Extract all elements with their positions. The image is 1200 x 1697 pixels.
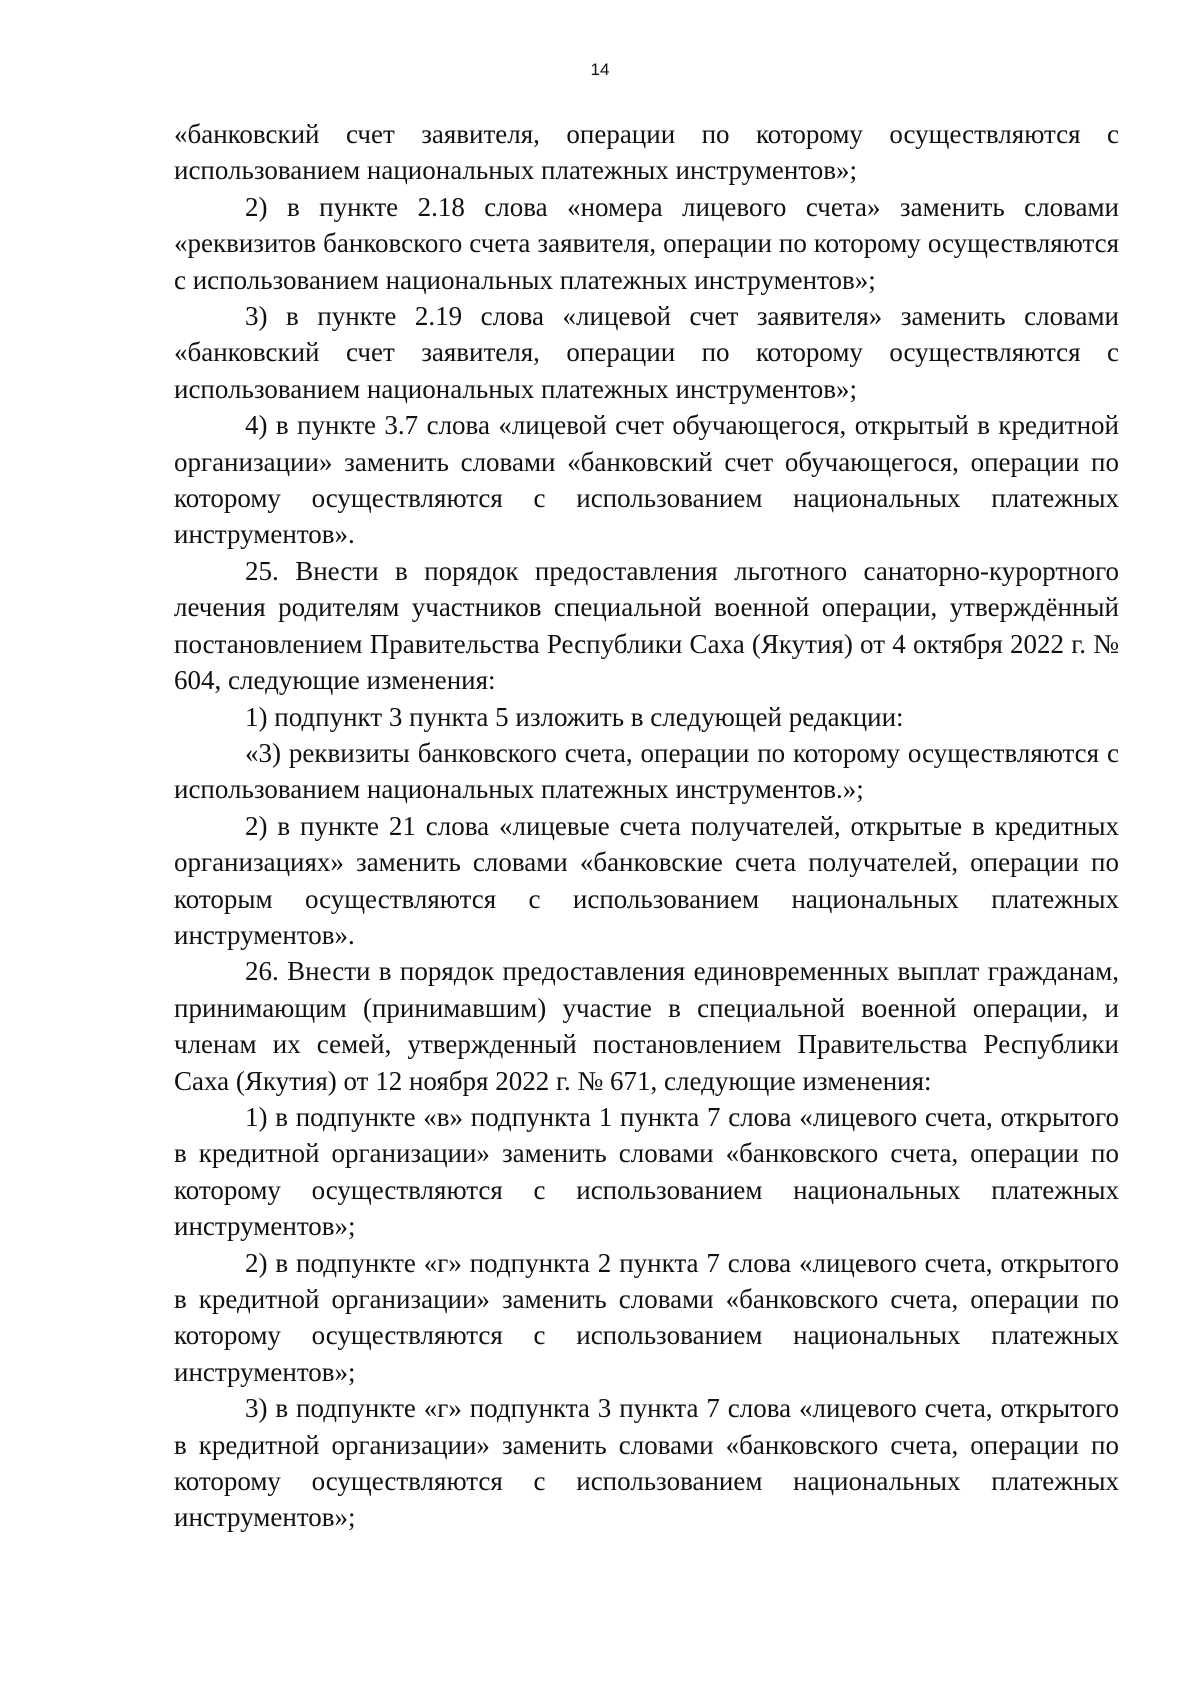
paragraph-item-2-18: 2) в пункте 2.18 слова «номера лицевого счета» заменить словами «реквизитов банковского счета заявителя, операции по которому осуществляются с использованием национальных платежных инструментов»; (174, 191, 1119, 295)
paragraph-item-2-19: 3) в пункте 2.19 слова «лицевой счет заявителя» заменить словами «банковский счет заявителя, операции по которому осуществляются с использованием национальных платежных инструментов»; (174, 301, 1119, 404)
paragraph-section-25-quote: «3) реквизиты банковского счета, операции по которому осуществляются с использованием национальных платежных инструментов.»; (174, 737, 1119, 805)
page-number: 14 (590, 60, 610, 79)
paragraph-section-25: 25. Внести в порядок предоставления льготного санаторно-курортного лечения родителям участников специальной военной операции, утверждённый постановлением Правительства Республики Саха (Якутия) от 4 октября 2022 г. № 604, следующие изменения: (174, 555, 1119, 696)
document-body (174, 116, 1119, 1536)
paragraph-section-25-item-2: 2) в пункте 21 слова «лицевые счета получателей, открытые в кредитных организациях» заменить словами «банковские счета получателей, операции по которым осуществляются с использованием национальных платежных инструментов». (174, 810, 1119, 950)
paragraph-section-26-item-1: 1) в подпункте «в» подпункта 1 пункта 7 слова «лицевого счета, открытого в кредитной организации» заменить словами «банковского счета, операции по которому осуществляются с использованием национальных платежных инструментов»; (174, 1101, 1119, 1242)
paragraph-continuation: «банковский счет заявителя, операции по которому осуществляются с использованием национальных платежных инструментов»; (174, 119, 1119, 186)
paragraph-section-26-item-2: 2) в подпункте «г» подпункта 2 пункта 7 слова «лицевого счета, открытого в кредитной организации» заменить словами «банковского счета, операции по которому осуществляются с использованием национальных платежных инструментов»; (174, 1247, 1119, 1387)
paragraph-section-26: 26. Внести в порядок предоставления единовременных выплат гражданам, принимающим (принимавшим) участие в специальной военной операции, и членам их семей, утвержденный постановлением Правительства Республики Саха (Якутия) от 12 ноября 2022 г. № 671, следующие изменения: (174, 956, 1119, 1096)
paragraph-item-3-7: 4) в пункте 3.7 слова «лицевой счет обучающегося, открытый в кредитной организации» заменить словами «банковский счет обучающегося, операции по которому осуществляются с использованием национальных платежных инструментов». (174, 410, 1119, 550)
paragraph-section-26-item-3: 3) в подпункте «г» подпункта 3 пункта 7 слова «лицевого счета, открытого в кредитной организации» заменить словами «банковского счета, операции по которому осуществляются с использованием национальных платежных инструментов»; (174, 1393, 1119, 1533)
paragraph-section-25-item-1: 1) подпункт 3 пункта 5 изложить в следующей редакции: (245, 701, 904, 732)
